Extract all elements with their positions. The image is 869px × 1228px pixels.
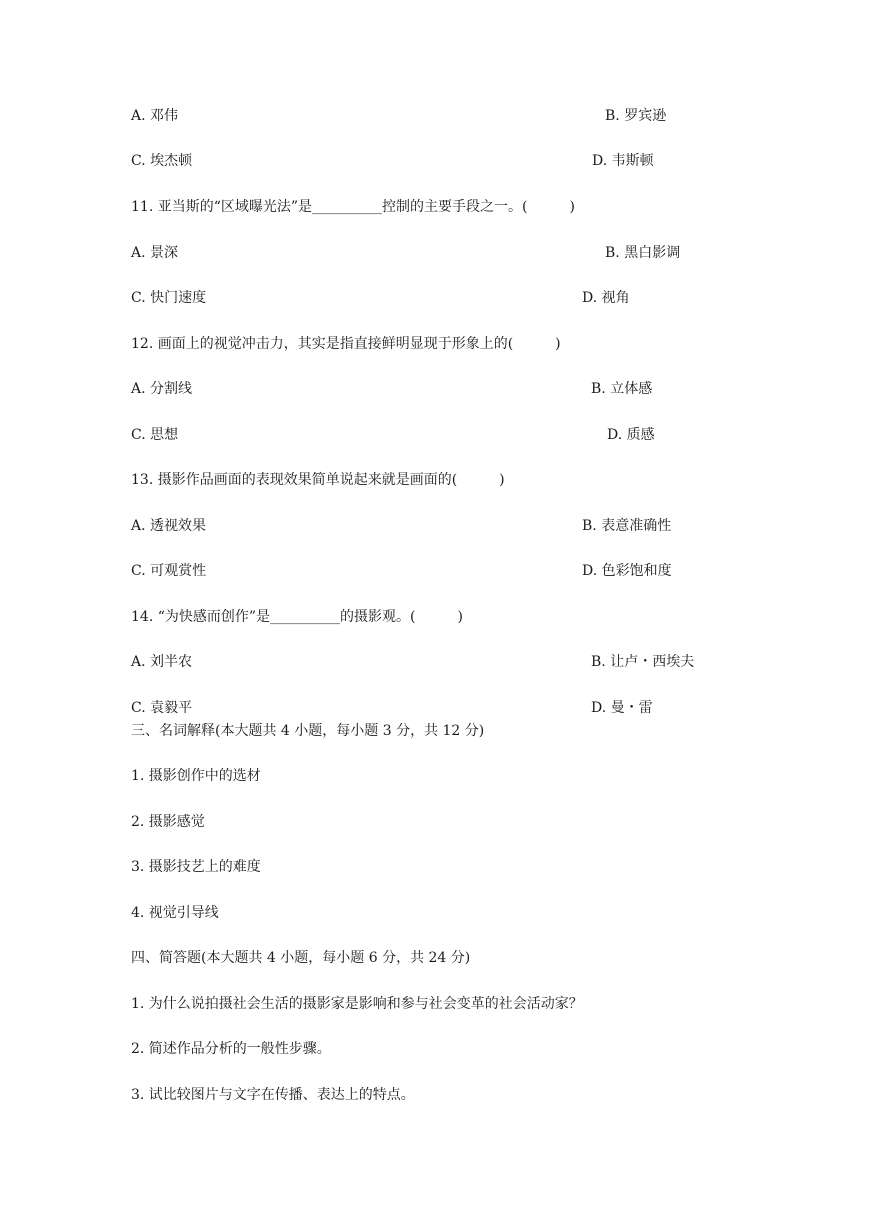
section4-item-2: 2. 简述作品分析的一般性步骤。 [131, 1041, 331, 1057]
q11-option-d: D. 视角 [582, 290, 630, 306]
q10-option-b: B. 罗宾逊 [605, 108, 667, 124]
q12-option-a: A. 分割线 [131, 381, 193, 397]
q13-stem: 13. 摄影作品画面的表现效果简单说起来就是画面的( ) [131, 472, 505, 488]
q13-option-a: A. 透视效果 [131, 518, 207, 534]
section3-item-1: 1. 摄影创作中的选材 [131, 768, 261, 784]
q12-option-d: D. 质感 [607, 427, 655, 443]
q14-option-a: A. 刘半农 [131, 654, 193, 670]
section3-title: 三、名词解释(本大题共 4 小题，每小题 3 分，共 12 分) [131, 723, 485, 739]
q10-option-c: C. 埃杰顿 [131, 153, 193, 169]
q10-option-d: D. 韦斯顿 [592, 153, 654, 169]
q14-stem: 14. “为快感而创作”是__________的摄影观。( ) [131, 609, 463, 625]
q11-option-a: A. 景深 [131, 245, 179, 261]
q14-option-c: C. 袁毅平 [131, 700, 193, 716]
section3-item-2: 2. 摄影感觉 [131, 814, 205, 830]
section4-title: 四、简答题(本大题共 4 小题，每小题 6 分，共 24 分) [131, 950, 471, 966]
q12-option-c: C. 思想 [131, 427, 179, 443]
q13-option-b: B. 表意准确性 [582, 518, 672, 534]
q11-option-c: C. 快门速度 [131, 290, 207, 306]
q14-option-d: D. 曼・雷 [591, 700, 653, 716]
section4-item-3: 3. 试比较图片与文字在传播、表达上的特点。 [131, 1087, 415, 1103]
q11-stem: 11. 亚当斯的“区域曝光法”是__________控制的主要手段之一。( ) [131, 199, 575, 215]
section3-item-3: 3. 摄影技艺上的难度 [131, 859, 261, 875]
q13-option-d: D. 色彩饱和度 [582, 563, 672, 579]
section3-item-4: 4. 视觉引导线 [131, 905, 219, 921]
q12-option-b: B. 立体感 [591, 381, 653, 397]
q14-option-b: B. 让卢・西埃夫 [591, 654, 695, 670]
section4-item-1: 1. 为什么说拍摄社会生活的摄影家是影响和参与社会变革的社会活动家？ [131, 996, 583, 1012]
q13-option-c: C. 可观赏性 [131, 563, 207, 579]
q11-option-b: B. 黑白影调 [605, 245, 681, 261]
q12-stem: 12. 画面上的视觉冲击力，其实是指直接鲜明显现于形象上的( ) [131, 336, 561, 352]
q10-option-a: A. 邓伟 [131, 108, 179, 124]
